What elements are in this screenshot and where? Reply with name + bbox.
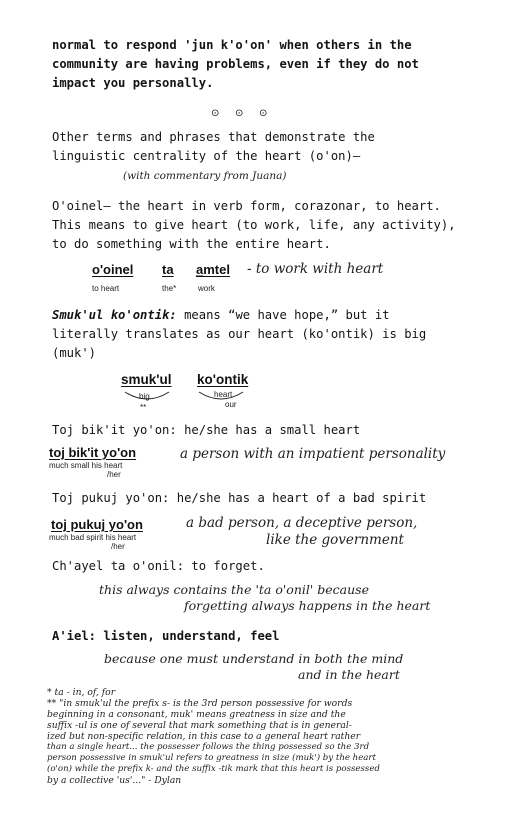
- aiel-note-2: and in the heart: [298, 667, 400, 682]
- footnote-line: by a collective 'us'..." - Dylan: [47, 775, 182, 786]
- amtel-word: a̲mtel: [196, 262, 230, 277]
- gloss-work: work: [198, 284, 215, 293]
- pukuj-word: toj pukuj yo'on: [51, 517, 143, 532]
- smukul-line-1: [52, 306, 390, 324]
- pukuj-line: Toj pukuj yo'on: he/she has a heart of a bad spirit: [52, 491, 427, 505]
- bikit-note: a person with an impatient personality: [180, 446, 446, 462]
- divider-icon: ⊙: [235, 108, 244, 119]
- gloss-big: big: [139, 392, 150, 401]
- gloss-our: our: [225, 400, 237, 409]
- gloss-brackets: [115, 390, 265, 416]
- pukuj-gloss-2: /her: [111, 542, 125, 551]
- intro-line-3: impact you personally.: [52, 76, 214, 90]
- intro-line-2: community are having problems, even if they do not: [52, 57, 419, 71]
- footnote-line: ized but non-specific relation, in this case to a general heart rather: [47, 731, 361, 742]
- footnote-line: person possessive in smuk'ul refers to greatness in size (muk') by the heart: [47, 753, 376, 763]
- oinel-word: o'oinel: [92, 262, 134, 277]
- footnote-line: suffix -ul is one of several that mark something that is in general-: [47, 720, 352, 731]
- aiel-note-1: because one must understand in both the mind: [104, 651, 404, 666]
- footnote-line: ** "in smuk'ul the prefix s- is the 3rd person possessive for words: [47, 698, 353, 709]
- oinel-line-2: This means to give heart (to work, life, any activity),: [52, 218, 456, 232]
- divider-icon: ⊙: [259, 108, 268, 119]
- chayel-note-1: this always contains the 'ta o'onil' because: [99, 582, 369, 597]
- pukuj-gloss-1: much bad spirit his heart: [49, 533, 137, 542]
- commentary-note: (with commentary from Juana): [123, 170, 287, 182]
- gloss-heart: heart: [214, 390, 233, 399]
- smukul-term: Smuk'ul ko'ontik:: [52, 308, 177, 322]
- oinel-line-1: O'oinel– the heart in verb form, corazonar, to heart.: [52, 199, 441, 213]
- smukul-word: smuk'ul: [121, 372, 172, 387]
- gloss-the: the*: [162, 284, 177, 293]
- intro-line-1: normal to respond 'jun k'o'on' when others in the: [52, 38, 412, 52]
- footnote-line: than a single heart... the possesser follows the thing possessed so the 3rd: [47, 742, 370, 752]
- gloss-to-heart: to heart: [92, 284, 120, 293]
- ta-word: ta: [162, 262, 174, 277]
- divider-icon: ⊙: [211, 108, 220, 119]
- aiel-line: A'iel: listen, understand, feel: [52, 629, 280, 643]
- pukuj-note-2: like the government: [266, 532, 404, 548]
- other-terms-line-1: Other terms and phrases that demonstrate the: [52, 130, 375, 144]
- gloss-double-asterisk: **: [140, 403, 147, 412]
- oinel-line-3: to do something with the entire heart.: [52, 237, 331, 251]
- koontik-word: ko'ontik: [197, 372, 249, 387]
- smukul-line-2: literally translates as our heart (ko'ontik) is big: [52, 327, 427, 341]
- oinel-note: - to work with heart: [247, 261, 384, 277]
- bikit-word: toj bik'it yo'on: [49, 445, 137, 460]
- footnote-ta: * ta - in, of, for: [47, 687, 116, 698]
- footnote-line: (o'on) while the prefix k- and the suffix -tik mark that this heart is possessed: [47, 764, 380, 774]
- chayel-note-2: forgetting always happens in the heart: [184, 598, 431, 613]
- bikit-gloss-2: /her: [107, 470, 121, 479]
- chayel-line: Ch'ayel ta o'onil: to forget.: [52, 559, 265, 573]
- smukul-rest: means “we have hope,” but it: [176, 308, 390, 322]
- other-terms-line-2: linguistic centrality of the heart (o'on)–: [52, 149, 361, 163]
- bikit-gloss-1: much small his heart: [49, 461, 123, 470]
- pukuj-note-1: a bad person, a deceptive person,: [186, 515, 418, 531]
- smukul-line-3: (muk'): [52, 346, 97, 360]
- bikit-line: Toj bik'it yo'on: he/she has a small heart: [52, 423, 361, 437]
- footnote-line: beginning in a consonant, muk' means greatness in size and the: [47, 709, 346, 720]
